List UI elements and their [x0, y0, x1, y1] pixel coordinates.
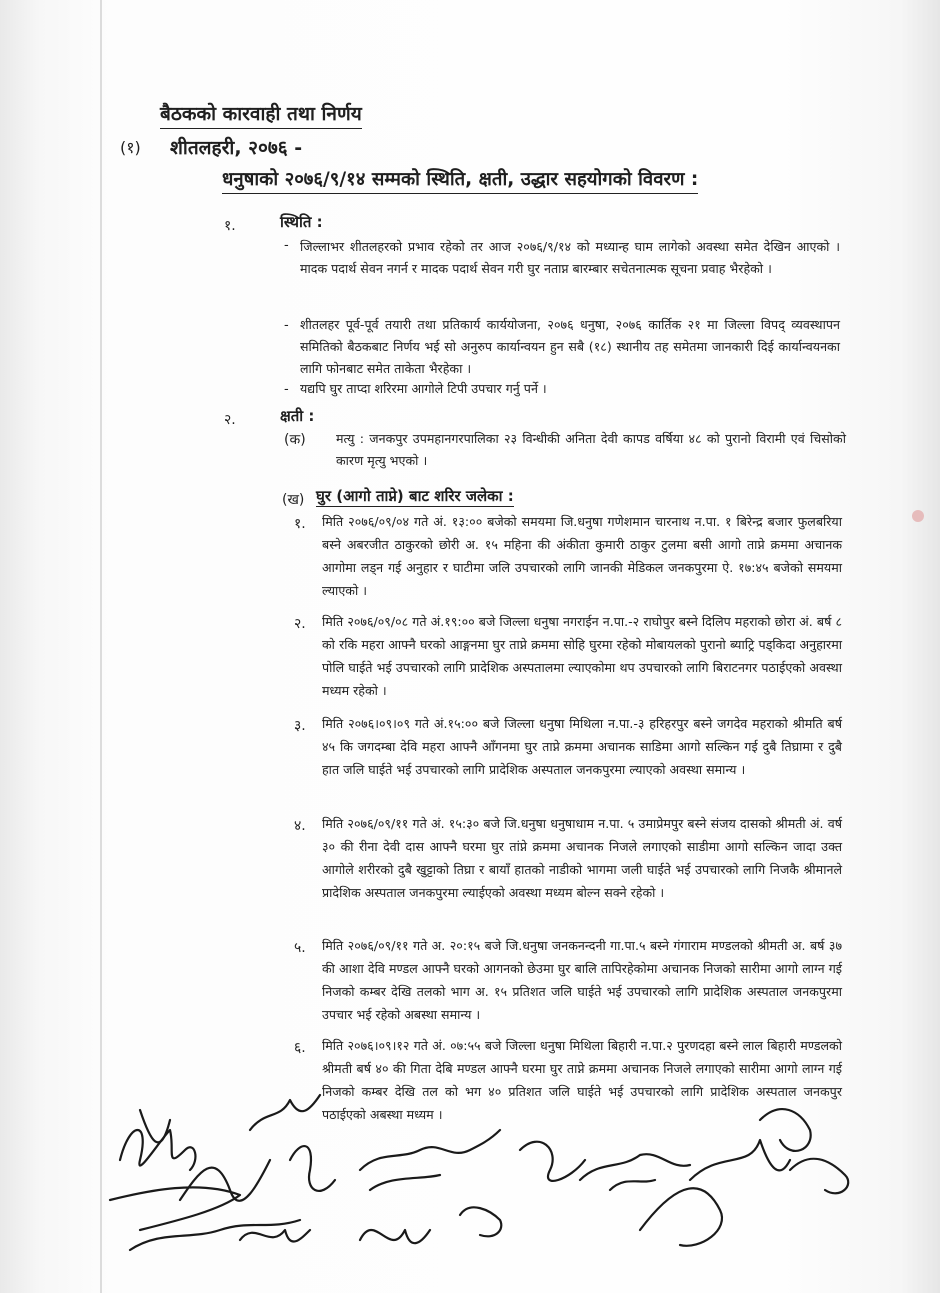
incident-number: १.: [294, 516, 306, 532]
bullet-dash: -: [284, 238, 289, 253]
section-number: (१): [120, 138, 141, 157]
status-bullet-1: जिल्लाभर शीतलहरको प्रभाव रहेको तर आज २०७६/९/१४ को मध्यान्ह घाम लागेको अवस्था समेत देखिन आएको । मादक पदार्थ सेवन नगर्न र मादक पदार्थ सेवन गरी घुर नताप्न बारम्बार सचेतनात्मक सूचना प्रवाह भैरहेको ।: [300, 239, 840, 276]
incident-3: मिति २०७६।०९।०९ गते अं.१५:०० बजे जिल्ला धनुषा मिथिला न.पा.-३ हरिहरपुर बस्ने जगदेव महराको श्रीमति बर्ष ४५ कि जगदम्बा देवि महरा आफ्नै आँगनमा घुर ताप्ने क्रममा अचानक साडिमा आगो सल्किन गई दुबै तिघ्रामा र दुबै हात जलि घाईते भई उपचारको लागि प्रादेशिक अस्पताल जनकपुरमा ल्याएको अवस्था समान्य ।: [322, 716, 842, 777]
incident-number: ५.: [294, 940, 306, 956]
status-bullet-3: यद्यपि घुर ताप्दा शरिरमा आगोले टिपी उपचार गर्नु पर्ने ।: [300, 381, 547, 396]
incident-number: ३.: [294, 718, 306, 734]
incident-1: मिति २०७६/०९/०४ गते अं. १३:०० बजेको समयमा जि.धनुषा गणेशमान चारनाथ न.पा. १ बिरेन्द्र बजार फुलबरिया बस्ने अबरजीत ठाकुरको छोरी अ. १५ महिना की अंकीता कुमारी ठाकुर टुलमा बसी आगो ताप्ने क्रममा अचानक आगोमा लड्न गई अनुहार र घाटीमा जलि उपचारको लागि जानकी मेडिकल जनकपुरमा ऐ. १७:४५ बजेको समयमा ल्याएको ।: [322, 514, 842, 598]
section-heading: धनुषाको २०७६/९/१४ सम्मको स्थिति, क्षती, उद्धार सहयोगको विवरण :: [222, 166, 698, 194]
incident-5: मिति २०७६/०९/११ गते अ. २०:१५ बजे जि.धनुषा जनकनन्दनी गा.पा.५ बस्ने गंगाराम मण्डलको श्रीमती अ. बर्ष ३७ की आशा देवि मण्डल आफ्नै घरको आगनको छेउमा घुर बालि तापिरहेकोमा अचानक निजको सारीमा आगो लाग्न गई निजको कम्बर देखि तलको भाग अ. १५ प्रतिशत जलि घाईते भई उपचारको लागि प्रादेशिक अस्पताल जनकपुरमा उपचार भई रहेको अबस्था समान्य ।: [322, 938, 842, 1022]
death-marker: (क): [284, 432, 306, 448]
incident-number: २.: [294, 616, 306, 632]
incident-2: मिति २०७६/०९/०८ गते अं.१९:०० बजे जिल्ला धनुषा नगराईन न.पा.-२ राघोपुर बस्ने दिलिप महराको छोरा अं. बर्ष ८ को रकि महरा आफ्नै घरको आङ्गनमा घुर ताप्ने क्रममा सोहि घुरमा रहेको मोबायलको पुरानो ब्याट्रि पड्किदा अनुहारमा पोलि घाईते भई उपचारको लागि प्रादेशिक अस्पतालमा ल्याएकोमा थप उपचारको लागि बिराटनगर पठाईएको अवस्था मध्यम रहेको ।: [322, 614, 842, 698]
incident-4: मिति २०७६/०९/११ गते अं. १५:३० बजे जि.धनुषा धनुषाधाम न.पा. ५ उमाप्रेमपुर बस्ने संजय दासको श्रीमती अं. वर्ष ३० की रीना देवी दास आफ्नै घरमा घुर तांप्ने क्रममा अचानक निजले लगाएको साडीमा आगो सल्किन जादा उक्त आगोले शरीरको दुबै खुट्टाको तिघ्रा र बायाँ हातको नाडीको भागमा जली घाईते भई उपचारको लागि निजकै श्रीमानले प्रादेशिक अस्पताल जनकपुरमा ल्याईएको अवस्था मध्यम बोल्न सक्ने रहेको ।: [322, 816, 842, 900]
signatures-icon: [0, 1080, 940, 1293]
damage-label: क्षती :: [280, 407, 315, 425]
incident-number: ४.: [294, 818, 306, 834]
status-number: १.: [224, 218, 236, 234]
bullet-dash: -: [284, 318, 289, 333]
death-text: मत्यु : जनकपुर उपमहानगरपालिका २३ विन्धीकी अनिता देवी कापड वर्षिया ४८ को पुरानो विरामी एवं चिसोको कारण मृत्यु भएको ।: [336, 431, 846, 468]
damage-number: २.: [224, 412, 236, 428]
section-title: शीतलहरी, २०७६ -: [170, 137, 303, 159]
ink-smudge: [912, 510, 924, 522]
status-label: स्थिति :: [280, 213, 323, 231]
bullet-dash: -: [284, 382, 289, 397]
document-title: बैठकको कारवाही तथा निर्णय: [160, 100, 362, 129]
incident-6: मिति २०७६।०९।१२ गते अं. ०७:५५ बजे जिल्ला धनुषा मिथिला बिहारी न.पा.२ पुरणदहा बस्ने लाल बिहारी मण्डलको श्रीमती बर्ष ४० की गिता देबि मण्डल आफ्नै घरमा घुर ताप्ने क्रममा अचानक निजले लगाएको सारीमा आगो लाग्न गई निजको कम्बर देखि तल को भग ४० प्रतिशत जलि घाईते भई उपचारको लागि प्रादेशिक अस्पताल जनकपुर पठाईएको अबस्था मध्यम ।: [322, 1038, 842, 1122]
incident-number: ६.: [294, 1040, 306, 1056]
burn-heading: घुर (आगो ताप्ने) बाट शरिर जलेका :: [316, 487, 514, 505]
burn-marker: (ख): [282, 492, 305, 508]
status-bullet-2: शीतलहर पूर्व-पूर्व तयारी तथा प्रतिकार्य कार्ययोजना, २०७६ धनुषा, २०७६ कार्तिक २१ मा जिल्ला विपद् व्यवस्थापन समितिको बैठकबाट निर्णय भई सो अनुरुप कार्यान्वयन हुन सबै (१८) स्थानीय तह समेतमा जानकारी दिई कार्यान्वयनका लागि फोनबाट समेत ताकेता भैरहेका ।: [300, 317, 840, 376]
